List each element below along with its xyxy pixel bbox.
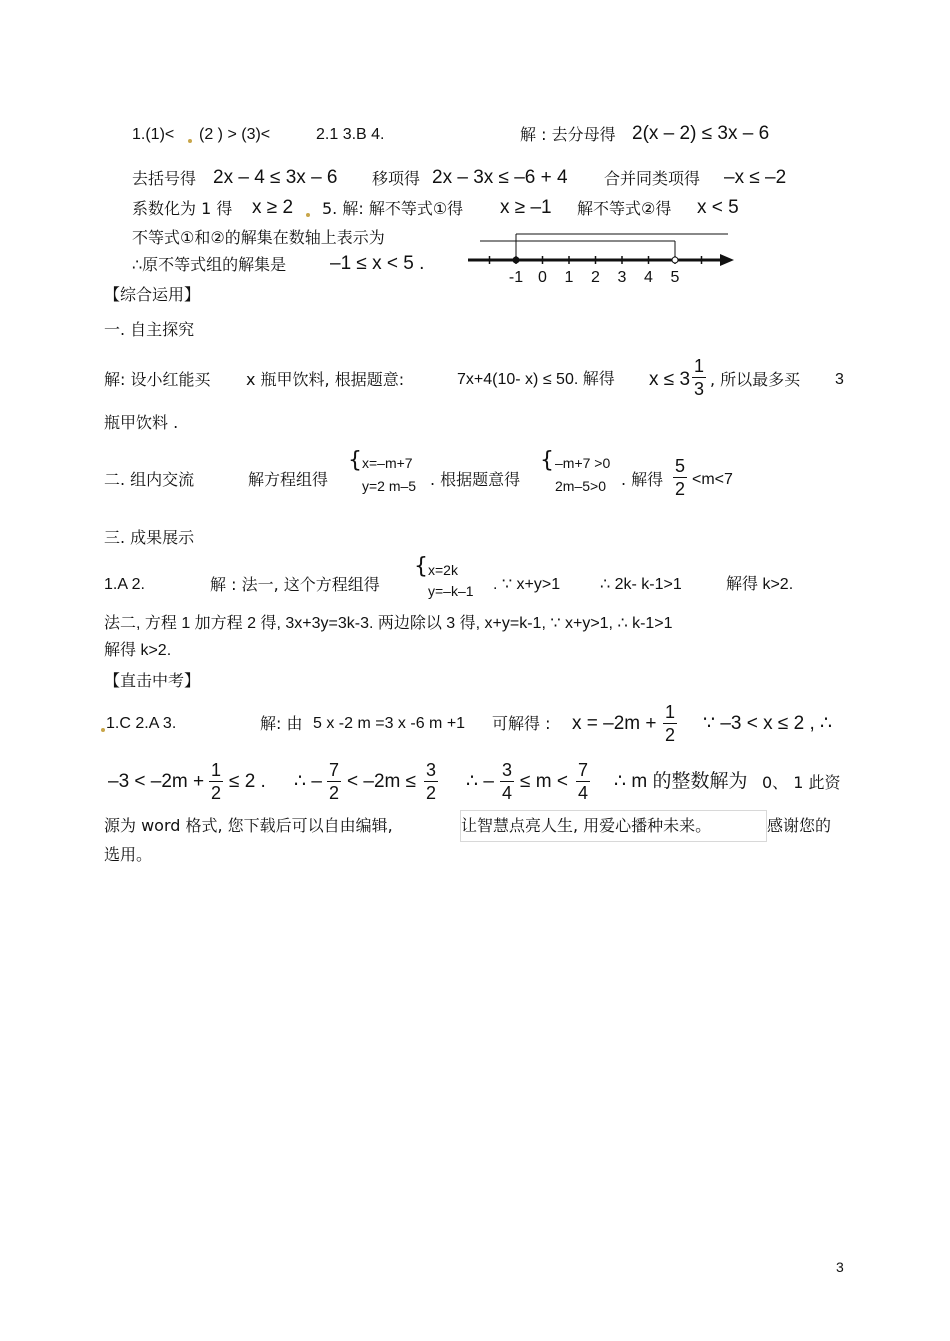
number-line-label: 1 <box>564 269 574 286</box>
system-row: x=2k <box>428 562 458 578</box>
drink-problem-result: x ≤ 3 <box>649 369 691 390</box>
solution-set-label: ∴原不等式组的解集是 <box>132 255 287 274</box>
marker-dot <box>101 728 105 732</box>
exam-q3-label: 解: 由 <box>260 714 303 733</box>
fraction-three-half: 3 2 <box>425 760 436 803</box>
page-number: 3 <box>836 1259 844 1275</box>
step-combine-label: 合并同类项得 <box>604 169 701 188</box>
left-brace: { <box>348 448 362 473</box>
fraction-one-half: 1 2 <box>664 702 675 745</box>
system-row: y=–k–1 <box>428 583 474 599</box>
step-move-expr: 2x – 3x ≤ –6 + 4 <box>432 167 568 188</box>
fraction-seven-half: 7 2 <box>328 760 339 803</box>
group-result-expr: <m<7 <box>692 471 733 488</box>
exam-q3-middle: < –2m ≤ <box>347 771 417 792</box>
step-move-label: 移项得 <box>372 169 421 188</box>
left-brace: { <box>540 448 554 473</box>
number-line-label: 0 <box>538 269 547 286</box>
step-combine-expr: –x ≤ –2 <box>724 167 787 188</box>
drink-problem-count: 3 <box>835 371 844 388</box>
step-brackets-expr: 2x – 4 ≤ 3x – 6 <box>213 167 338 188</box>
exam-q3-constraint: ∵ –3 < x ≤ 2 , ∴ <box>703 713 833 734</box>
exam-q3-inequality-end: ≤ 2 . <box>229 771 266 792</box>
section-results: 三. 成果展示 <box>104 528 195 547</box>
footer-slogan: 让智慧点亮人生, 用爱心播种未来。 <box>461 816 712 835</box>
number-line-arrow <box>720 254 734 266</box>
system-row: –m+7 >0 <box>555 455 611 471</box>
drink-problem-text2: x 瓶甲饮料, 根据题意: <box>246 370 405 389</box>
exam-q3-solve-label: 可解得 : <box>492 714 551 733</box>
q5-inequality1-label: 5. 解: 解不等式①得 <box>322 199 464 218</box>
drink-problem-inequality: 7x+4(10- x) ≤ 50. 解得 <box>457 371 615 388</box>
answers-2-4: 2.1 3.B 4. <box>316 126 385 143</box>
step-coefficient-label: 系数化为 1 得 <box>132 199 233 218</box>
section-exam: 【直击中考】 <box>104 671 201 690</box>
exam-q3-equation: 5 x -2 m =3 x -6 m +1 <box>313 715 466 732</box>
left-brace: { <box>414 554 428 579</box>
exam-q3-integer-label: ∴ m 的整数解为 <box>614 771 748 792</box>
method1-label: 解 : 法一, 这个方程组得 <box>210 575 380 594</box>
system-row: y=2 m–5 <box>362 478 417 494</box>
q5-inequality2-result: x < 5 <box>697 197 739 218</box>
system-row: x=–m+7 <box>362 455 413 471</box>
group-solve-label: 解方程组得 <box>248 470 329 489</box>
number-line-label: 3 <box>617 269 627 286</box>
q5-inequality1-result: x ≥ –1 <box>500 197 552 218</box>
system-row: 2m–5>0 <box>555 478 606 494</box>
exam-answers: 1.C 2.A 3. <box>106 715 177 732</box>
therefore-symbol: ∴ – <box>294 771 322 792</box>
number-line-caption: 不等式①和②的解集在数轴上表示为 <box>132 228 385 247</box>
group-condition-label: . 根据题意得 <box>430 470 521 489</box>
exam-q3-solution: x = –2m + <box>572 713 657 734</box>
solution-set-expr: –1 ≤ x < 5 . <box>330 253 425 274</box>
exam-q3-range: ≤ m < <box>520 771 568 792</box>
end-point <box>672 257 678 263</box>
marker-dot <box>306 213 310 217</box>
number-line <box>462 228 752 290</box>
results-answers: 1.A 2. <box>104 576 145 593</box>
exam-q3-integer-values: 0、 1 此资 <box>762 773 841 792</box>
step-brackets-label: 去括号得 <box>132 169 197 188</box>
system-conditions <box>555 455 610 495</box>
method1-step: ∴ 2k- k-1>1 <box>600 576 682 593</box>
section-comprehensive: 【综合运用】 <box>104 285 201 304</box>
number-line-label: -1 <box>508 269 524 286</box>
system-solution-k <box>428 562 474 600</box>
method2-result: 解得 k>2. <box>104 642 172 659</box>
answer-1-part2: (2 ) > (3)< <box>199 126 271 143</box>
therefore-symbol: ∴ – <box>466 771 494 792</box>
fraction-one-third: 1 3 <box>693 356 704 399</box>
group-result-label: . 解得 <box>621 470 664 489</box>
start-point <box>513 257 519 263</box>
step-denominator-label: 解 : 去分母得 <box>520 125 616 144</box>
fraction-five-half: 5 2 <box>674 456 685 499</box>
section-group-exchange: 二. 组内交流 <box>104 470 195 489</box>
answer-1-part1: 1.(1)< <box>132 126 175 143</box>
footer-text3: 选用。 <box>104 845 153 864</box>
number-line-label: 5 <box>670 269 680 286</box>
drink-problem-text3: , 所以最多买 <box>710 370 801 389</box>
exam-q3-inequality: –3 < –2m + <box>108 771 205 792</box>
fraction-seven-quarter: 7 4 <box>577 760 588 803</box>
drink-problem-text4: 瓶甲饮料 . <box>104 413 179 432</box>
marker-dot <box>188 139 192 143</box>
q5-inequality2-label: 解不等式②得 <box>577 199 672 218</box>
section-self-explore: 一. 自主探究 <box>104 320 195 339</box>
system-solution-m <box>362 455 416 495</box>
number-line-label: 4 <box>644 269 653 286</box>
step-coefficient-expr: x ≥ 2 <box>252 197 294 218</box>
method1-result: 解得 k>2. <box>726 576 794 593</box>
drink-problem-text1: 解: 设小红能买 <box>104 370 211 389</box>
fraction-three-quarter: 3 4 <box>501 760 512 803</box>
method2-text: 法二, 方程 1 加方程 2 得, 3x+3y=3k-3. 两边除以 3 得, x+y=k-1, ∵ x+y>1, ∴ k-1>1 <box>104 615 673 632</box>
fraction-one-half: 1 2 <box>210 760 221 803</box>
step-denominator-expr: 2(x – 2) ≤ 3x – 6 <box>632 123 770 144</box>
footer-text2: 感谢您的 <box>767 816 832 835</box>
footer-text1: 源为 word 格式, 您下载后可以自由编辑, <box>104 816 393 835</box>
number-line-label: 2 <box>591 269 600 286</box>
method1-condition: . ∵ x+y>1 <box>493 576 561 593</box>
